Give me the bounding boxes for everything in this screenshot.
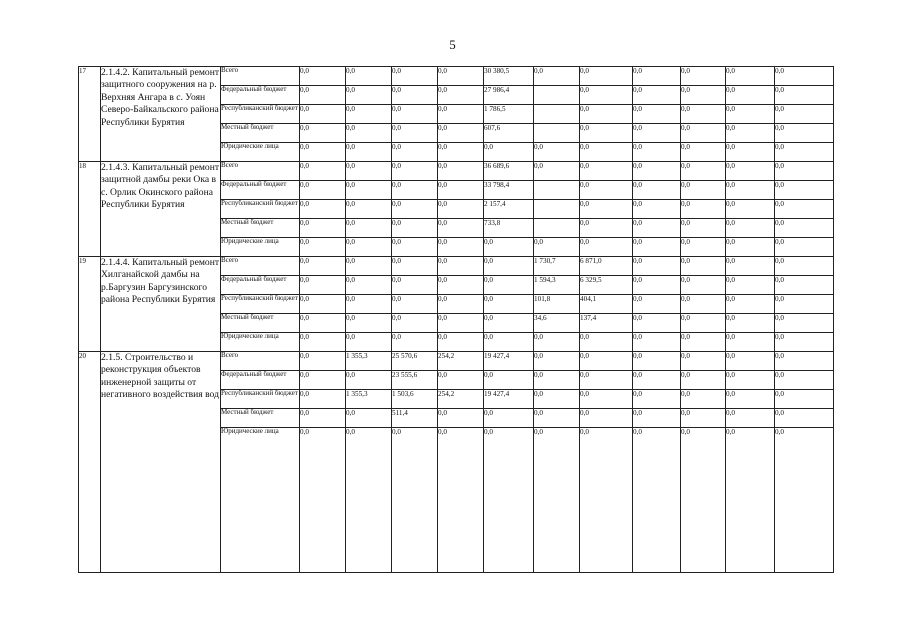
value-cell: 0,0 [681,124,726,143]
value-cell: 0,0 [484,314,534,333]
value-cell: 0,0 [775,238,834,257]
value-cell: 0,0 [580,238,633,257]
value-cell: 0,0 [392,428,438,573]
value-cell: 25 570,6 [392,352,438,371]
value-cell: 0,0 [726,371,775,390]
value-cell: 0,0 [300,200,346,219]
measure-name: 2.1.4.2. Капитальный ремонт защитного сооружения на р. Верхняя Ангара в с. Уоян Северо-Байкальского района Республики Бурятия [101,67,221,162]
value-cell: 0,0 [681,181,726,200]
value-cell: 0,0 [681,390,726,409]
value-cell: 0,0 [633,428,681,573]
value-cell: 0,0 [726,390,775,409]
value-cell [534,181,580,200]
value-cell: 0,0 [392,314,438,333]
source-total: Всего [221,257,300,276]
value-cell: 0,0 [346,219,392,238]
value-cell: 0,0 [681,314,726,333]
value-cell: 0,0 [726,200,775,219]
value-cell: 0,0 [484,409,534,428]
value-cell: 0,0 [633,314,681,333]
value-cell: 607,6 [484,124,534,143]
measure-name: 2.1.4.3. Капитальный ремонт защитной дамбы реки Ока в с. Орлик Окинского района Республики Бурятия [101,162,221,257]
value-cell: 0,0 [346,314,392,333]
value-cell: 0,0 [346,143,392,162]
value-cell: 0,0 [775,333,834,352]
value-cell: 0,0 [300,428,346,573]
value-cell: 36 689,6 [484,162,534,181]
source-legal: Юридические лица [221,333,300,352]
value-cell: 0,0 [300,390,346,409]
value-cell: 0,0 [300,276,346,295]
value-cell: 0,0 [580,333,633,352]
value-cell: 0,0 [346,371,392,390]
value-cell: 0,0 [300,86,346,105]
table-row [79,352,834,371]
source-republican: Республиканский бюджет [221,105,300,124]
value-cell: 0,0 [633,333,681,352]
value-cell: 0,0 [534,390,580,409]
value-cell: 1 786,5 [484,105,534,124]
value-cell: 0,0 [300,143,346,162]
value-cell: 0,0 [484,143,534,162]
value-cell: 0,0 [633,390,681,409]
value-cell [534,105,580,124]
value-cell: 0,0 [775,67,834,86]
value-cell: 0,0 [300,314,346,333]
value-cell: 0,0 [346,428,392,573]
value-cell: 0,0 [633,124,681,143]
value-cell: 0,0 [633,105,681,124]
value-cell: 0,0 [580,86,633,105]
source-republican: Республиканский бюджет [221,390,300,409]
value-cell: 0,0 [438,257,484,276]
value-cell: 0,0 [726,124,775,143]
value-cell: 0,0 [681,257,726,276]
source-total: Всего [221,162,300,181]
value-cell: 0,0 [580,124,633,143]
value-cell: 0,0 [534,352,580,371]
value-cell: 0,0 [438,238,484,257]
value-cell [534,219,580,238]
value-cell: 0,0 [681,105,726,124]
value-cell: 0,0 [534,67,580,86]
value-cell: 0,0 [300,67,346,86]
value-cell: 0,0 [726,333,775,352]
source-total: Всего [221,352,300,371]
value-cell: 0,0 [633,352,681,371]
value-cell: 0,0 [580,162,633,181]
value-cell: 0,0 [346,295,392,314]
value-cell: 0,0 [775,371,834,390]
value-cell: 0,0 [580,428,633,573]
value-cell: 0,0 [300,105,346,124]
value-cell: 0,0 [534,409,580,428]
value-cell: 23 555,6 [392,371,438,390]
value-cell: 0,0 [681,276,726,295]
value-cell: 0,0 [392,333,438,352]
value-cell: 0,0 [633,67,681,86]
value-cell: 0,0 [775,143,834,162]
value-cell: 733,8 [484,219,534,238]
source-federal: Федеральный бюджет [221,86,300,105]
value-cell: 0,0 [300,371,346,390]
value-cell: 0,0 [633,257,681,276]
value-cell: 0,0 [438,371,484,390]
value-cell: 0,0 [681,238,726,257]
value-cell: 19 427,4 [484,352,534,371]
value-cell: 0,0 [438,105,484,124]
value-cell: 0,0 [392,86,438,105]
value-cell: 0,0 [681,200,726,219]
row-number: 18 [79,162,101,257]
value-cell: 34,6 [534,314,580,333]
value-cell: 0,0 [484,333,534,352]
value-cell: 0,0 [775,352,834,371]
value-cell: 0,0 [346,257,392,276]
value-cell: 0,0 [346,86,392,105]
value-cell: 0,0 [392,67,438,86]
value-cell: 0,0 [300,181,346,200]
page-number: 5 [449,37,456,52]
value-cell: 0,0 [775,181,834,200]
value-cell: 0,0 [346,238,392,257]
value-cell: 0,0 [392,105,438,124]
value-cell: 0,0 [534,162,580,181]
value-cell: 0,0 [346,276,392,295]
value-cell: 0,0 [346,105,392,124]
value-cell: 0,0 [681,428,726,573]
value-cell: 0,0 [346,67,392,86]
value-cell: 33 798,4 [484,181,534,200]
value-cell: 0,0 [775,276,834,295]
value-cell: 0,0 [681,352,726,371]
value-cell: 0,0 [438,67,484,86]
value-cell: 0,0 [726,257,775,276]
value-cell: 0,0 [346,162,392,181]
value-cell: 0,0 [775,86,834,105]
value-cell: 0,0 [775,105,834,124]
value-cell: 0,0 [580,371,633,390]
value-cell: 0,0 [534,371,580,390]
value-cell: 511,4 [392,409,438,428]
value-cell: 0,0 [534,238,580,257]
value-cell: 0,0 [392,276,438,295]
value-cell: 0,0 [633,371,681,390]
measure-name: 2.1.5. Строительство и реконструкция объектов инженерной защиты от негативного воздействия вод [101,352,221,573]
source-local: Местный бюджет [221,409,300,428]
value-cell: 1 594,3 [534,276,580,295]
value-cell: 0,0 [534,143,580,162]
value-cell: 0,0 [300,333,346,352]
source-federal: Федеральный бюджет [221,371,300,390]
value-cell [534,124,580,143]
value-cell: 0,0 [726,67,775,86]
value-cell: 0,0 [726,143,775,162]
value-cell: 0,0 [392,295,438,314]
value-cell: 30 380,5 [484,67,534,86]
value-cell: 0,0 [300,257,346,276]
value-cell: 0,0 [633,409,681,428]
value-cell: 0,0 [438,333,484,352]
value-cell: 0,0 [300,352,346,371]
table-row [79,257,834,276]
value-cell: 0,0 [633,219,681,238]
value-cell: 0,0 [580,143,633,162]
value-cell: 0,0 [438,219,484,238]
value-cell: 0,0 [438,200,484,219]
value-cell: 254,2 [438,390,484,409]
value-cell: 101,8 [534,295,580,314]
value-cell: 0,0 [300,162,346,181]
value-cell: 0,0 [681,371,726,390]
source-republican: Республиканский бюджет [221,295,300,314]
value-cell: 0,0 [580,390,633,409]
source-legal: Юридические лица [221,428,300,573]
value-cell: 0,0 [580,409,633,428]
value-cell: 19 427,4 [484,390,534,409]
value-cell: 0,0 [726,238,775,257]
value-cell: 0,0 [681,219,726,238]
value-cell: 0,0 [633,181,681,200]
source-local: Местный бюджет [221,314,300,333]
value-cell: 0,0 [346,200,392,219]
row-number: 20 [79,352,101,573]
value-cell: 0,0 [300,409,346,428]
value-cell: 0,0 [392,238,438,257]
row-number: 19 [79,257,101,352]
value-cell: 0,0 [580,219,633,238]
value-cell: 0,0 [775,295,834,314]
value-cell: 1 730,7 [534,257,580,276]
value-cell: 0,0 [775,257,834,276]
value-cell: 0,0 [580,352,633,371]
value-cell: 0,0 [775,409,834,428]
value-cell: 0,0 [300,238,346,257]
value-cell: 0,0 [726,295,775,314]
value-cell: 0,0 [775,390,834,409]
value-cell: 0,0 [681,143,726,162]
value-cell: 0,0 [484,238,534,257]
value-cell: 0,0 [633,162,681,181]
value-cell: 1 355,3 [346,352,392,371]
value-cell: 0,0 [633,276,681,295]
value-cell: 0,0 [633,86,681,105]
value-cell: 0,0 [346,181,392,200]
value-cell: 27 986,4 [484,86,534,105]
value-cell: 0,0 [484,295,534,314]
value-cell: 0,0 [726,86,775,105]
value-cell: 0,0 [438,162,484,181]
value-cell: 0,0 [392,257,438,276]
value-cell: 0,0 [438,124,484,143]
source-republican: Республиканский бюджет [221,200,300,219]
value-cell: 0,0 [438,143,484,162]
value-cell: 6 871,0 [580,257,633,276]
value-cell: 0,0 [775,428,834,573]
value-cell: 0,0 [484,257,534,276]
value-cell: 0,0 [681,295,726,314]
value-cell: 0,0 [726,276,775,295]
value-cell: 0,0 [681,333,726,352]
value-cell: 0,0 [580,67,633,86]
value-cell: 0,0 [346,333,392,352]
value-cell: 0,0 [681,86,726,105]
value-cell: 0,0 [726,162,775,181]
value-cell: 0,0 [438,276,484,295]
source-local: Местный бюджет [221,124,300,143]
value-cell: 0,0 [300,124,346,143]
value-cell: 0,0 [726,352,775,371]
value-cell: 0,0 [633,200,681,219]
value-cell [534,200,580,219]
value-cell: 0,0 [633,295,681,314]
value-cell: 0,0 [580,200,633,219]
value-cell: 0,0 [775,124,834,143]
value-cell: 0,0 [438,86,484,105]
value-cell: 0,0 [438,428,484,573]
value-cell: 0,0 [580,181,633,200]
value-cell: 137,4 [580,314,633,333]
value-cell: 0,0 [681,67,726,86]
source-local: Местный бюджет [221,219,300,238]
value-cell: 0,0 [346,124,392,143]
value-cell: 0,0 [726,409,775,428]
value-cell: 2 157,4 [484,200,534,219]
value-cell: 0,0 [681,162,726,181]
value-cell: 0,0 [438,181,484,200]
value-cell [534,86,580,105]
value-cell: 0,0 [726,181,775,200]
value-cell: 0,0 [392,219,438,238]
measure-name: 2.1.4.4. Капитальный ремонт Хилганайской дамбы на р.Баргузин Баргузинского района Республики Бурятия [101,257,221,352]
value-cell: 0,0 [726,428,775,573]
source-federal: Федеральный бюджет [221,181,300,200]
source-federal: Федеральный бюджет [221,276,300,295]
value-cell: 0,0 [392,124,438,143]
budget-table [78,66,834,573]
value-cell: 0,0 [392,162,438,181]
value-cell: 0,0 [726,105,775,124]
value-cell: 404,1 [580,295,633,314]
table-row [79,67,834,86]
value-cell: 0,0 [300,295,346,314]
value-cell: 254,2 [438,352,484,371]
value-cell: 0,0 [300,219,346,238]
value-cell: 0,0 [775,314,834,333]
value-cell: 0,0 [484,276,534,295]
value-cell: 0,0 [726,314,775,333]
value-cell: 0,0 [633,143,681,162]
value-cell: 0,0 [438,295,484,314]
value-cell: 0,0 [681,409,726,428]
source-total: Всего [221,67,300,86]
value-cell: 0,0 [534,333,580,352]
value-cell: 0,0 [775,200,834,219]
row-number: 17 [79,67,101,162]
value-cell: 0,0 [633,238,681,257]
value-cell: 0,0 [346,409,392,428]
value-cell: 1 355,3 [346,390,392,409]
source-legal: Юридические лица [221,238,300,257]
value-cell: 0,0 [534,428,580,573]
value-cell: 0,0 [775,219,834,238]
value-cell: 6 329,5 [580,276,633,295]
value-cell: 0,0 [392,200,438,219]
value-cell: 0,0 [484,428,534,573]
value-cell: 0,0 [775,162,834,181]
table-row [79,162,834,181]
value-cell: 0,0 [438,314,484,333]
source-legal: Юридические лица [221,143,300,162]
value-cell: 1 503,6 [392,390,438,409]
value-cell: 0,0 [438,409,484,428]
value-cell: 0,0 [392,143,438,162]
value-cell: 0,0 [580,105,633,124]
value-cell: 0,0 [484,371,534,390]
value-cell: 0,0 [726,219,775,238]
value-cell: 0,0 [392,181,438,200]
